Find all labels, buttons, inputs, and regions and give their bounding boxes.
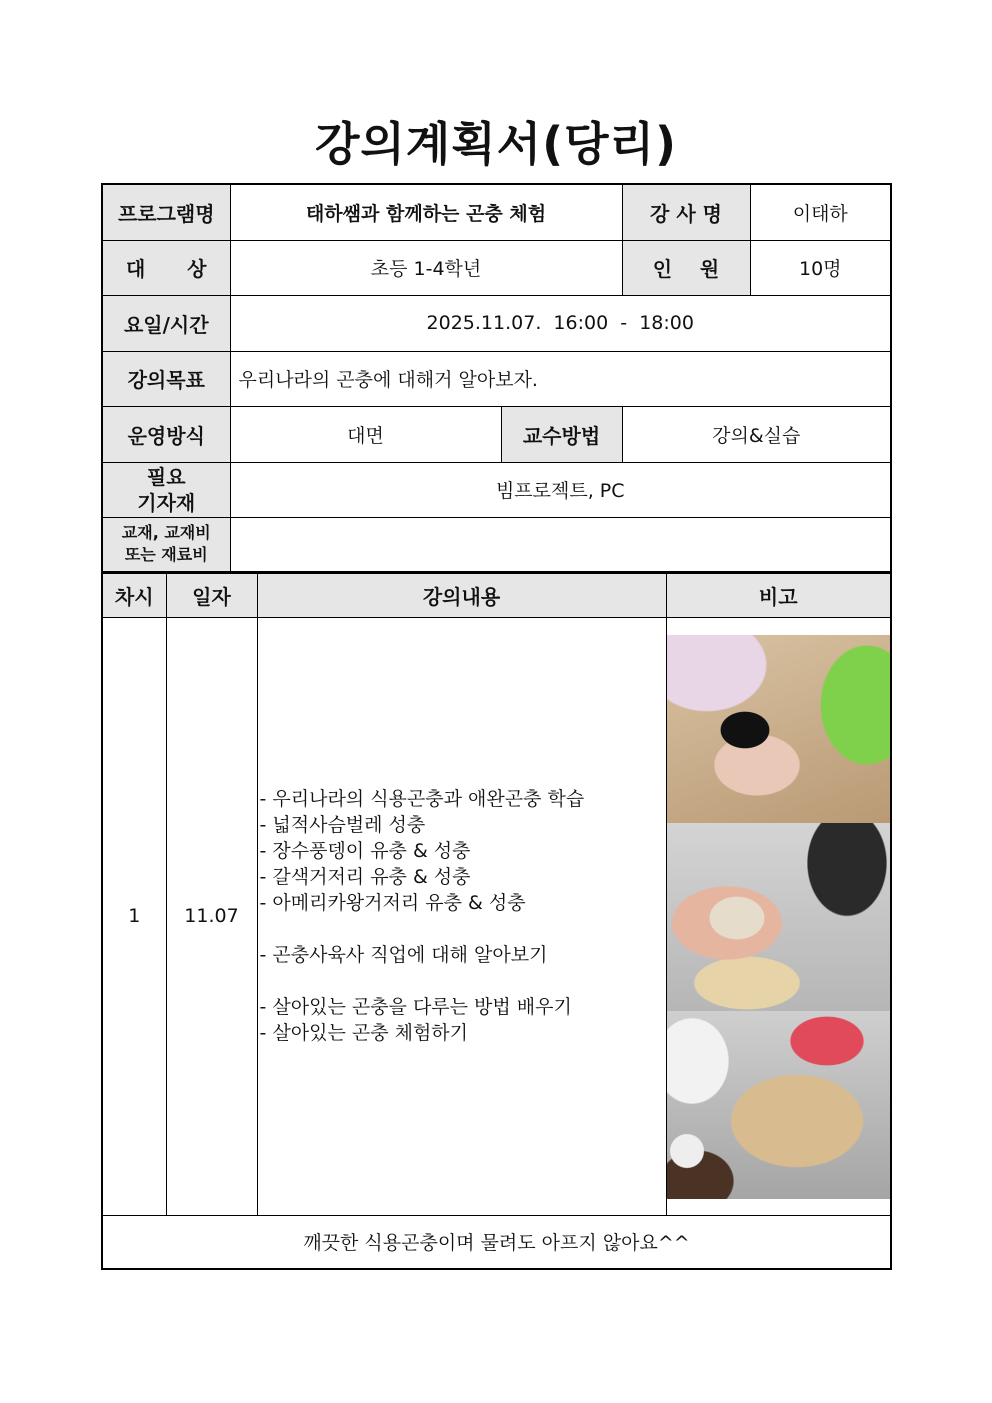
info-table xyxy=(101,183,892,573)
header-session: 차시 xyxy=(102,573,166,617)
datetime-label: 요일/시간 xyxy=(102,295,230,351)
method-label: 교수방법 xyxy=(501,406,622,462)
material-label xyxy=(102,517,230,572)
note-photos xyxy=(666,617,891,1215)
footer-note: 깨끗한 식용곤충이며 물려도 아프지 않아요^^ xyxy=(102,1215,891,1269)
header-content: 강의내용 xyxy=(257,573,666,617)
session-date: 11.07 xyxy=(166,617,257,1215)
equipment-label-line1: 필요 xyxy=(146,464,186,489)
schedule-table xyxy=(101,572,892,1270)
count-label: 인 원 xyxy=(622,240,750,295)
equipment-value: 빔프로젝트, PC xyxy=(230,462,891,517)
material-label-line2: 또는 재료비 xyxy=(124,545,208,565)
session-number: 1 xyxy=(102,617,166,1215)
instructor-label: 강 사 명 xyxy=(622,184,750,240)
equipment-label xyxy=(102,462,230,517)
target-label: 대 상 xyxy=(102,240,230,295)
count-value: 10명 xyxy=(750,240,891,295)
target-value: 초등 1-4학년 xyxy=(230,240,622,295)
photo-larva-on-hand xyxy=(667,823,890,1011)
material-label-line1: 교재, 교재비 xyxy=(121,523,211,543)
photo-children-touching-insects xyxy=(667,1011,890,1199)
instructor-value: 이태하 xyxy=(750,184,891,240)
mode-value: 대면 xyxy=(230,406,501,462)
program-value: 태하쌤과 함께하는 곤충 체험 xyxy=(230,184,622,240)
table-row xyxy=(102,617,891,1215)
header-date: 일자 xyxy=(166,573,257,617)
photo-stack xyxy=(667,635,890,1198)
method-value: 강의&실습 xyxy=(622,406,891,462)
goal-value: 우리나라의 곤충에 대해거 알아보자. xyxy=(230,351,891,406)
equipment-label-line2: 기자재 xyxy=(137,490,196,515)
goal-label: 강의목표 xyxy=(102,351,230,406)
program-label: 프로그램명 xyxy=(102,184,230,240)
document-title: 강의계획서(당리) xyxy=(314,117,678,171)
photo-beetle-on-hand xyxy=(667,635,890,823)
material-value xyxy=(230,517,891,572)
datetime-value: 2025.11.07. 16:00 - 18:00 xyxy=(230,295,891,351)
mode-label: 운영방식 xyxy=(102,406,230,462)
header-note: 비고 xyxy=(666,573,891,617)
session-content: - 우리나라의 식용곤충과 애완곤충 학습 - 넓적사슴벌레 성충 - 장수풍뎅이 유충 & 성충 - 갈색거저리 유충 & 성충 - 아메리카왕거저리 유충 & 성충 - 곤충사육사 직업에 대해 알아보기 - 살아있는 곤충을 다루는 방법 배우기 - 살아있는 곤충 체험하기 xyxy=(257,617,666,1215)
